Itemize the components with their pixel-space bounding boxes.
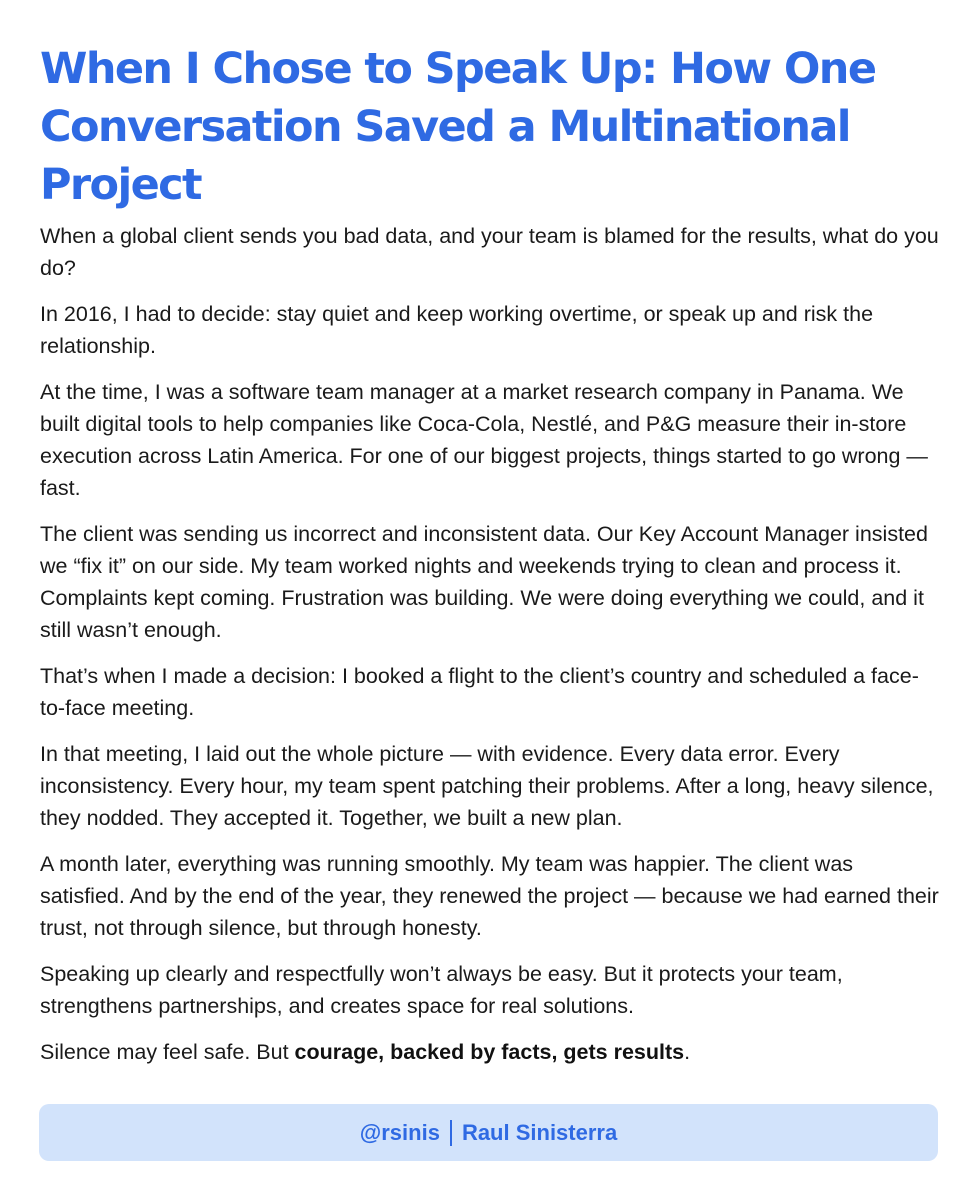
article-paragraph: Speaking up clearly and respectfully won’t always be easy. But it protects your team, strengthens partnerships, and creates space for real solutions. (40, 962, 843, 1018)
author-name: Raul Sinisterra (461, 1119, 618, 1145)
author-banner (39, 1104, 938, 1161)
closing-tail: . (684, 1040, 691, 1064)
article-paragraph: The client was sending us incorrect and inconsistent data. Our Key Account Manager insisted we “fix it” on our side. My team worked nights and weekends trying to clean and process it. Complaints kept coming. Frustration was building. We were doing everything we could, and it still wasn’t enough. (40, 522, 928, 642)
separator (450, 1120, 452, 1146)
closing-emphasis: courage, backed by facts, gets results (294, 1040, 685, 1064)
article-paragraph: At the time, I was a software team manager at a market research company in Panama. We built digital tools to help companies like Coca-Cola, Nestlé, and P&G measure their in-store execution across Latin America. For one of our biggest projects, things started to go wrong — fast. (40, 380, 928, 500)
article-paragraph: That’s when I made a decision: I booked a flight to the client’s country and scheduled a face-to-face meeting. (40, 664, 919, 720)
author-handle: @rsinis (359, 1119, 440, 1145)
article-paragraph: A month later, everything was running smoothly. My team was happier. The client was satisfied. And by the end of the year, they renewed the project — because we had earned their trust, not through silence, but through honesty. (40, 852, 939, 940)
article (40, 40, 940, 1068)
article-paragraph: In 2016, I had to decide: stay quiet and keep working overtime, or speak up and risk the relationship. (40, 302, 874, 358)
article-paragraph: When a global client sends you bad data, and your team is blamed for the results, what do you do? (40, 224, 939, 280)
closing-lead: Silence may feel safe. But (40, 1040, 295, 1064)
closing-paragraph (40, 1036, 940, 1068)
article-paragraph: In that meeting, I laid out the whole picture — with evidence. Every data error. Every inconsistency. Every hour, my team spent patching their problems. After a long, heavy silence, they nodded. They accepted it. Together, we built a new plan. (40, 742, 934, 830)
article-title: When I Chose to Speak Up: How One Conversation Saved a Multinational Project (40, 44, 876, 210)
